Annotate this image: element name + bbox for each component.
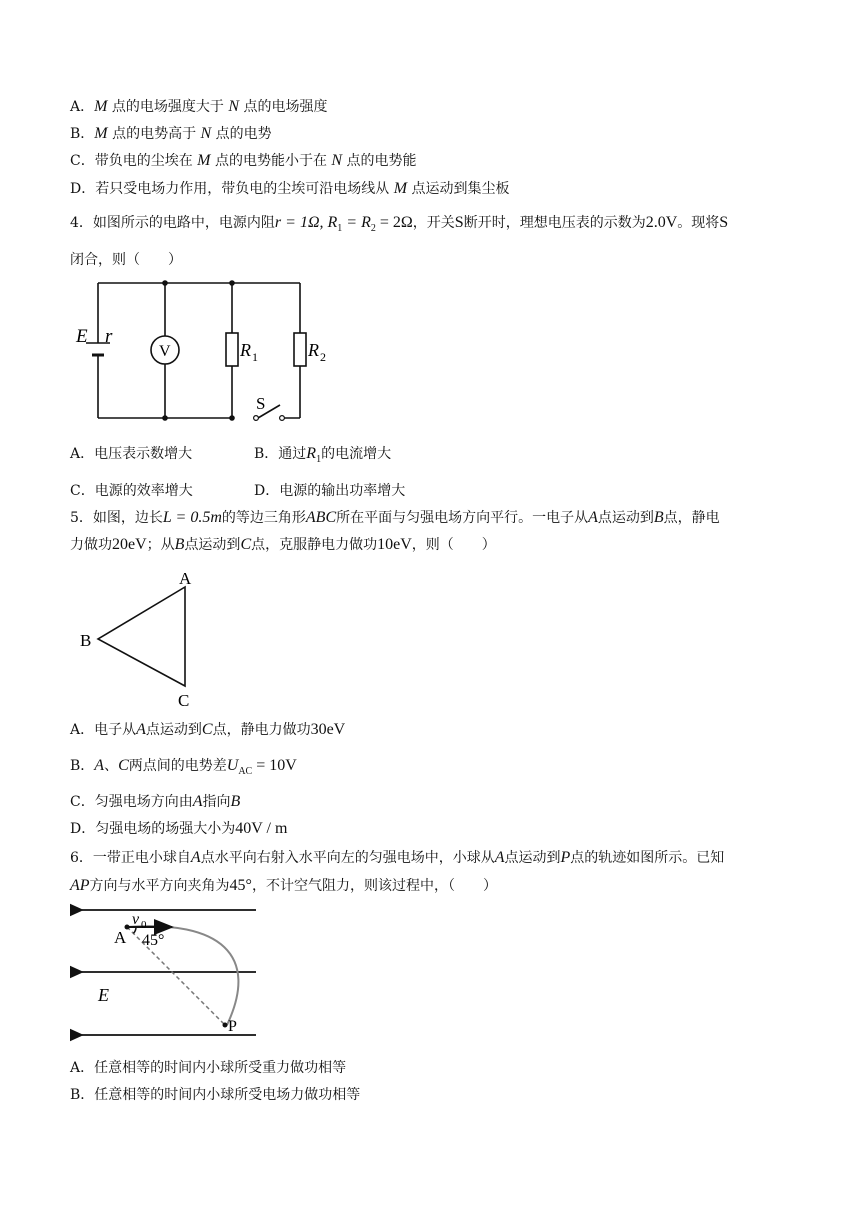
circuit-label-v: V [159, 343, 171, 360]
q5-option-b: B．A、C两点间的电势差$U_{AC} = 10V$ [70, 757, 297, 777]
q4-circuit-diagram [70, 275, 340, 425]
q3-option-b: B．M 点的电势高于 N 点的电势 [70, 125, 272, 142]
circuit-label-r1: R [240, 340, 251, 360]
q5-option-c: C．匀强电场方向由A指向B [70, 793, 241, 810]
label-angle: 45° [142, 932, 165, 949]
label-v0-sub: 0 [141, 919, 147, 931]
circuit-label-r2: R [308, 340, 319, 360]
q6-option-a: A．任意相等的时间内小球所受重力做功相等 [70, 1060, 347, 1076]
q6-stem-line2: AP方向与水平方向夹角为45°，不计空气阻力，则该过程中，（ ） [70, 877, 497, 894]
q5-option-d: D．匀强电场的场强大小为40V / m [70, 820, 288, 837]
q4-option-a: A．电压表示数增大 [70, 446, 193, 462]
circuit-label-e: E [76, 326, 88, 347]
q4-option-c: C．电源的效率增大 [70, 483, 193, 499]
label-v0: v [132, 911, 140, 928]
q4-option-b: B．通过$R_1$的电流增大 [254, 445, 392, 465]
q5-stem-line2: 力做功20eV；从B点运动到C点，克服静电力做功10eV，则（ ） [70, 536, 496, 553]
circuit-label-r2-sub: 2 [320, 350, 326, 364]
label-field-e: E [98, 985, 109, 1005]
q5-triangle-diagram [70, 565, 220, 713]
q6-field-diagram [70, 900, 270, 1045]
q4-stem-line2: 闭合，则（ ） [70, 252, 182, 268]
q6-stem-line1: 6．一带正电小球自A点水平向右射入水平向左的匀强电场中，小球从A点运动到P点的轨迹如图所示。已知 [70, 849, 725, 866]
q5-option-a: A．电子从A点运动到C点，静电力做功30eV [70, 721, 346, 738]
q5-stem-line1: 5．如图，边长L = 0.5m的等边三角形ABC所在平面与匀强电场方向平行。一电子从A点运动到B点，静电 [70, 509, 720, 526]
q3-option-d: D．若只受电场力作用，带负电的尘埃可沿电场线从 M 点运动到集尘板 [70, 180, 510, 197]
label-point-a: A [114, 928, 127, 947]
q3-option-c: C．带负电的尘埃在 M 点的电势能小于在 N 点的电势能 [70, 152, 417, 169]
circuit-label-r: r [105, 326, 113, 347]
label-point-p: P [228, 1018, 237, 1035]
circuit-label-r1-sub: 1 [252, 350, 258, 364]
q3-option-a: A．M 点的电场强度大于 N 点的电场强度 [70, 98, 328, 115]
triangle-vertex-b: B [80, 631, 92, 650]
q4-option-d: D．电源的输出功率增大 [254, 483, 406, 499]
circuit-label-switch: S [256, 394, 266, 413]
q6-option-b: B．任意相等的时间内小球所受电场力做功相等 [70, 1087, 361, 1103]
q4-stem-line1: 4．如图所示的电路中，电源内阻r = 1Ω, $R_1 = R_2 = 2\Omega$，开关S断开时，理想电压表的示数为2.0V。现将S [70, 214, 729, 234]
triangle-vertex-a: A [179, 569, 192, 588]
triangle-vertex-c: C [178, 691, 190, 710]
